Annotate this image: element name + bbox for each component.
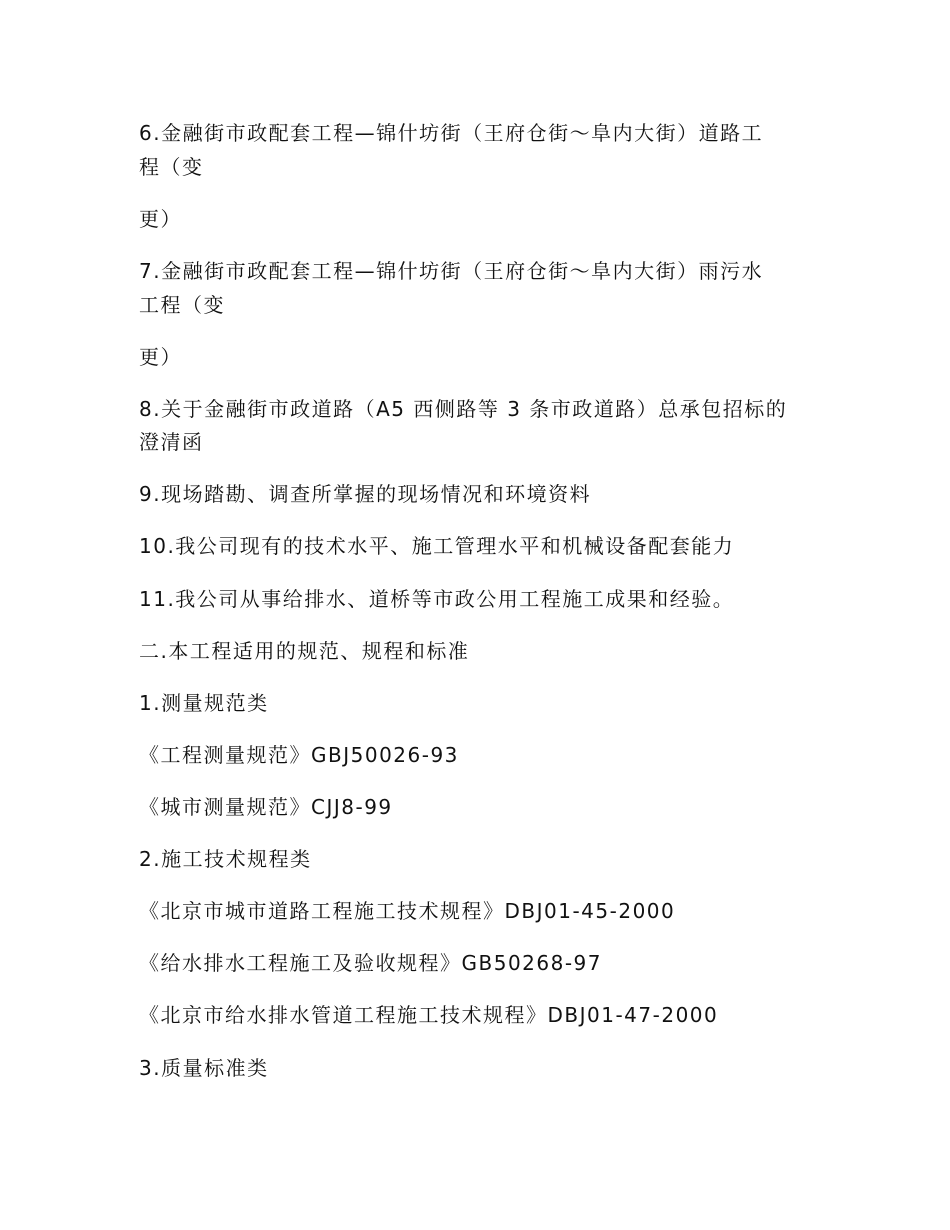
standard-dbj01-45: 《北京市城市道路工程施工技术规程》DBJ01-45-2000 bbox=[139, 899, 676, 923]
item-7-line-3: 更） bbox=[139, 345, 182, 369]
subsection-construction: 2.施工技术规程类 bbox=[139, 847, 312, 871]
item-6-line-2: 程（变 bbox=[139, 155, 204, 179]
item-9: 9.现场踏勘、调查所掌握的现场情况和环境资料 bbox=[139, 482, 592, 506]
item-7-line-1: 7.金融街市政配套工程—锦什坊街（王府仓街～阜内大街）雨污水 bbox=[139, 259, 764, 283]
item-8-line-1: 8.关于金融街市政道路（A5 西侧路等 3 条市政道路）总承包招标的 bbox=[139, 397, 788, 421]
standard-cjj8: 《城市测量规范》CJJ8-99 bbox=[139, 795, 393, 819]
standard-gbj50026: 《工程测量规范》GBJ50026-93 bbox=[139, 743, 459, 767]
subsection-quality: 3.质量标准类 bbox=[139, 1056, 269, 1080]
standard-gb50268: 《给水排水工程施工及验收规程》GB50268-97 bbox=[139, 951, 603, 975]
item-10: 10.我公司现有的技术水平、施工管理水平和机械设备配套能力 bbox=[139, 534, 735, 558]
item-8-line-2: 澄清函 bbox=[139, 430, 204, 454]
item-6-line-3: 更） bbox=[139, 207, 182, 231]
subsection-survey: 1.测量规范类 bbox=[139, 691, 269, 715]
item-7-line-2: 工程（变 bbox=[139, 293, 225, 317]
item-11: 11.我公司从事给排水、道桥等市政公用工程施工成果和经验。 bbox=[139, 587, 735, 611]
item-6-line-1: 6.金融街市政配套工程—锦什坊街（王府仓街～阜内大街）道路工 bbox=[139, 121, 764, 145]
section-heading-2: 二.本工程适用的规范、规程和标准 bbox=[139, 639, 470, 663]
standard-dbj01-47: 《北京市给水排水管道工程施工技术规程》DBJ01-47-2000 bbox=[139, 1003, 719, 1027]
